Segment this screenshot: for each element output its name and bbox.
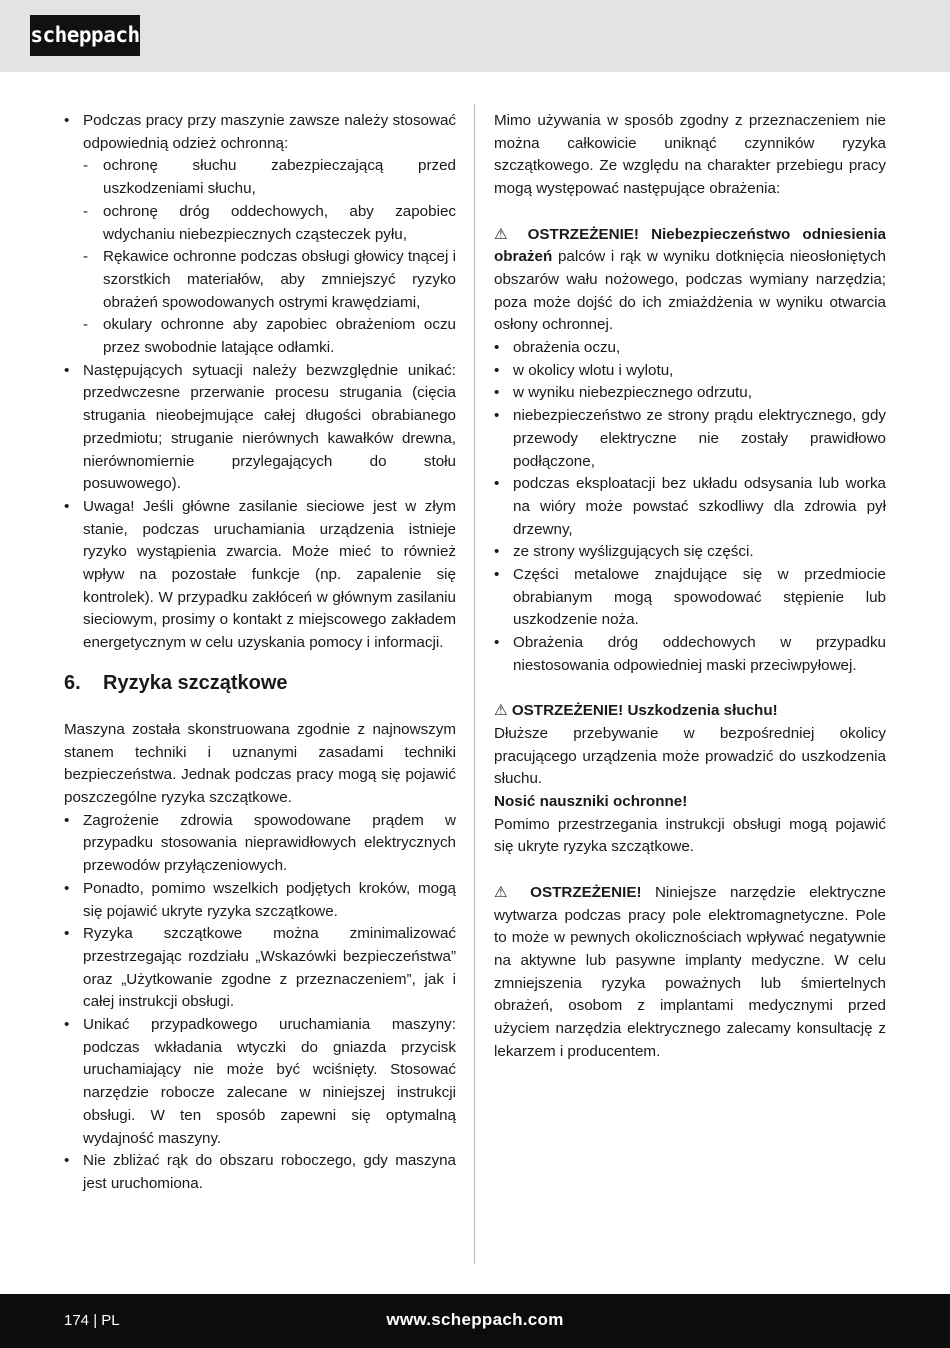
- residual-risk-intro: Mimo używania w sposób zgodny z przeznaczeniem nie można całkowicie uniknąć czynników ryzyka szczątkowego. Ze względu na charakter przebiegu pracy mogą występować następujące obrażenia:: [494, 112, 886, 198]
- list-item: • Zagrożenie zdrowia spowodowane prądem w przypadku stosowania nieprawidłowych elektrycznych przewodów przyłączeniowych.: [64, 810, 456, 878]
- list-item: • Uwaga! Jeśli główne zasilanie sieciowe jest w złym stanie, podczas uruchamiania urządzenia istnieje ryzyko wystąpienia zwarcia. Może mieć to również wpływ na pozostałe funkcje (np. zapalenie się kontrolek). W przypadku zakłóceń w głównym zasilaniu sieciowym, prosimy o kontakt z miejscowego zakładem energetycznym w celu uzyskania pomocy i informacji.: [64, 496, 456, 655]
- warning-injury: ⚠ OSTRZEŻENIE! Niebezpieczeństwo odniesienia obrażeń palców i rąk w wyniku dotknięcia nieosłoniętych obszarów wału nożowego, podczas wymiany narzędzia; poza może dojść do ich zmiażdżenia w wyniku otwarcia osłony ochronnej.: [494, 225, 886, 334]
- list-item: • Nie zbliżać rąk do obszaru roboczego, gdy maszyna jest uruchomiona.: [64, 1150, 456, 1195]
- list-item: • ze strony wyślizgujących się części.: [494, 541, 886, 564]
- column-divider: [474, 104, 475, 1264]
- section-intro: Maszyna została skonstruowana zgodnie z najnowszym stanem techniki i uznanymi zasadami techniki bezpieczeństwa. Jednak podczas pracy mogą się pojawić poszczególne ryzyka szczątkowe.: [64, 720, 456, 806]
- left-column: [64, 110, 456, 1196]
- list-item: - okulary ochronne aby zapobiec obrażeniom oczu przez swobodnie latające odłamki.: [83, 314, 456, 359]
- list-item: • Obrażenia dróg oddechowych w przypadku niestosowania odpowiedniej maski przeciwpyłowej.: [494, 632, 886, 677]
- list-item: • Ryzyka szczątkowe można zminimalizować przestrzegając rozdziału „Wskazówki bezpieczeństwa” oraz „Użytkowanie zgodne z przeznaczeniem”, jak i całej instrukcji obsługi.: [64, 923, 456, 1014]
- list-item: • Następujących sytuacji należy bezwzględnie unikać: przedwczesne przerwanie procesu strugania (cięcia strugania nieobejmujące całej długości obrabianego przedmiotu; struganie nierównych kawałków drewna, nierównomiernie przylegających do stołu posuwowego).: [64, 360, 456, 496]
- list-item: • Ponadto, pomimo wszelkich podjętych kroków, mogą się pojawić ukryte ryzyka szczątkowe.: [64, 878, 456, 923]
- warning-triangle-icon: ⚠: [494, 702, 508, 720]
- list-item: - ochronę dróg oddechowych, aby zapobiec wdychaniu niebezpiecznych cząsteczek pyłu,: [83, 201, 456, 246]
- warning-triangle-icon: ⚠: [494, 883, 517, 901]
- list-item: - ochronę słuchu zabezpieczającą przed uszkodzeniami słuchu,: [83, 155, 456, 200]
- hearing-instruction: Nosić nauszniki ochronne!: [494, 793, 688, 811]
- list-item: • niebezpieczeństwo ze strony prądu elektrycznego, gdy przewody elektryczne nie zostały prawidłowo podłączone,: [494, 405, 886, 473]
- hearing-text: Dłuższe przebywanie w bezpośredniej okolicy pracującego urządzenia może prowadzić do uszkodzenia słuchu.: [494, 724, 886, 788]
- injuries-list: [494, 337, 886, 678]
- hearing-note: Pomimo przestrzegania instrukcji obsługi mogą pojawić się ukryte ryzyka szczątkowe.: [494, 815, 886, 856]
- list-item: • w okolicy wlotu i wylotu,: [494, 360, 886, 383]
- section-heading: [64, 669, 456, 697]
- protective-gear-list: [83, 155, 456, 359]
- list-item: • podczas eksploatacji bez układu odsysania lub worka na wióry może powstać szkodliwy dla zdrowia pył drzewny,: [494, 473, 886, 541]
- section-number: 6.: [64, 671, 81, 694]
- list-item: • w wyniku niebezpiecznego odrzutu,: [494, 382, 886, 405]
- list-item: • obrażenia oczu,: [494, 337, 886, 360]
- warning-emf: ⚠ OSTRZEŻENIE! Niniejsze narzędzie elektryczne wytwarza podczas pracy pole elektromagnetyczne. Pole to może w pewnych okolicznościach wpływać negatywnie na aktywne lub pasywne implanty medyczne. W celu zmniejszenia ryzyka poważnych lub śmiertelnych obrażeń, osobom z implantami medycznymi przed użyciem narzędzia elektrycznego zalecamy konsultację z lekarzem i producentem.: [494, 883, 886, 1060]
- list-item: • Części metalowe znajdujące się w przedmiocie obrabianym mogą spowodować stępienie lub uszkodzenie noża.: [494, 564, 886, 632]
- brand-logo: scheppach: [30, 15, 140, 56]
- list-item: - Rękawice ochronne podczas obsługi głowicy tnącej i szorstkich materiałów, aby zmniejszyć ryzyko obrażeń spowodowanych ostrymi krawędziami,: [83, 246, 456, 314]
- warning-triangle-icon: ⚠: [494, 225, 516, 243]
- warning-hearing: ⚠ OSTRZEŻENIE! Uszkodzenia słuchu!: [494, 702, 778, 720]
- right-column: [494, 110, 886, 1063]
- page-header: [0, 0, 950, 72]
- list-item: • Podczas pracy przy maszynie zawsze należy stosować odpowiednią odzież ochronną: - ochronę słuchu zabezpieczającą przed uszkodzeniami słuchu, - ochronę dróg oddechowych, aby zapobiec wdychaniu niebezpiecznych cząsteczek pyłu, - Rękawice ochronne podczas obsługi głowicy tnącej i szorstkich materiałów, aby zmniejszyć ryzyko obrażeń spowodowanych ostrymi krawędziami, - okulary ochronne aby zapobiec obrażeniom oczu przez swobodnie latające odłamki.: [64, 110, 456, 360]
- safety-list: [64, 110, 456, 655]
- page-number: 174 | PL: [64, 1312, 120, 1329]
- website-url: www.scheppach.com: [386, 1310, 564, 1329]
- list-item: • Unikać przypadkowego uruchamiania maszyny: podczas wkładania wtyczki do gniazda przycisk uruchamiający nie może być wciśnięty. Stosować narzędzie robocze zalecane w niniejszej instrukcji obsługi. W ten sposób zapewni się optymalną wydajność maszyny.: [64, 1014, 456, 1150]
- residual-risks-list: [64, 810, 456, 1196]
- section-title: Ryzyka szczątkowe: [103, 671, 288, 694]
- page-footer: [0, 1294, 950, 1348]
